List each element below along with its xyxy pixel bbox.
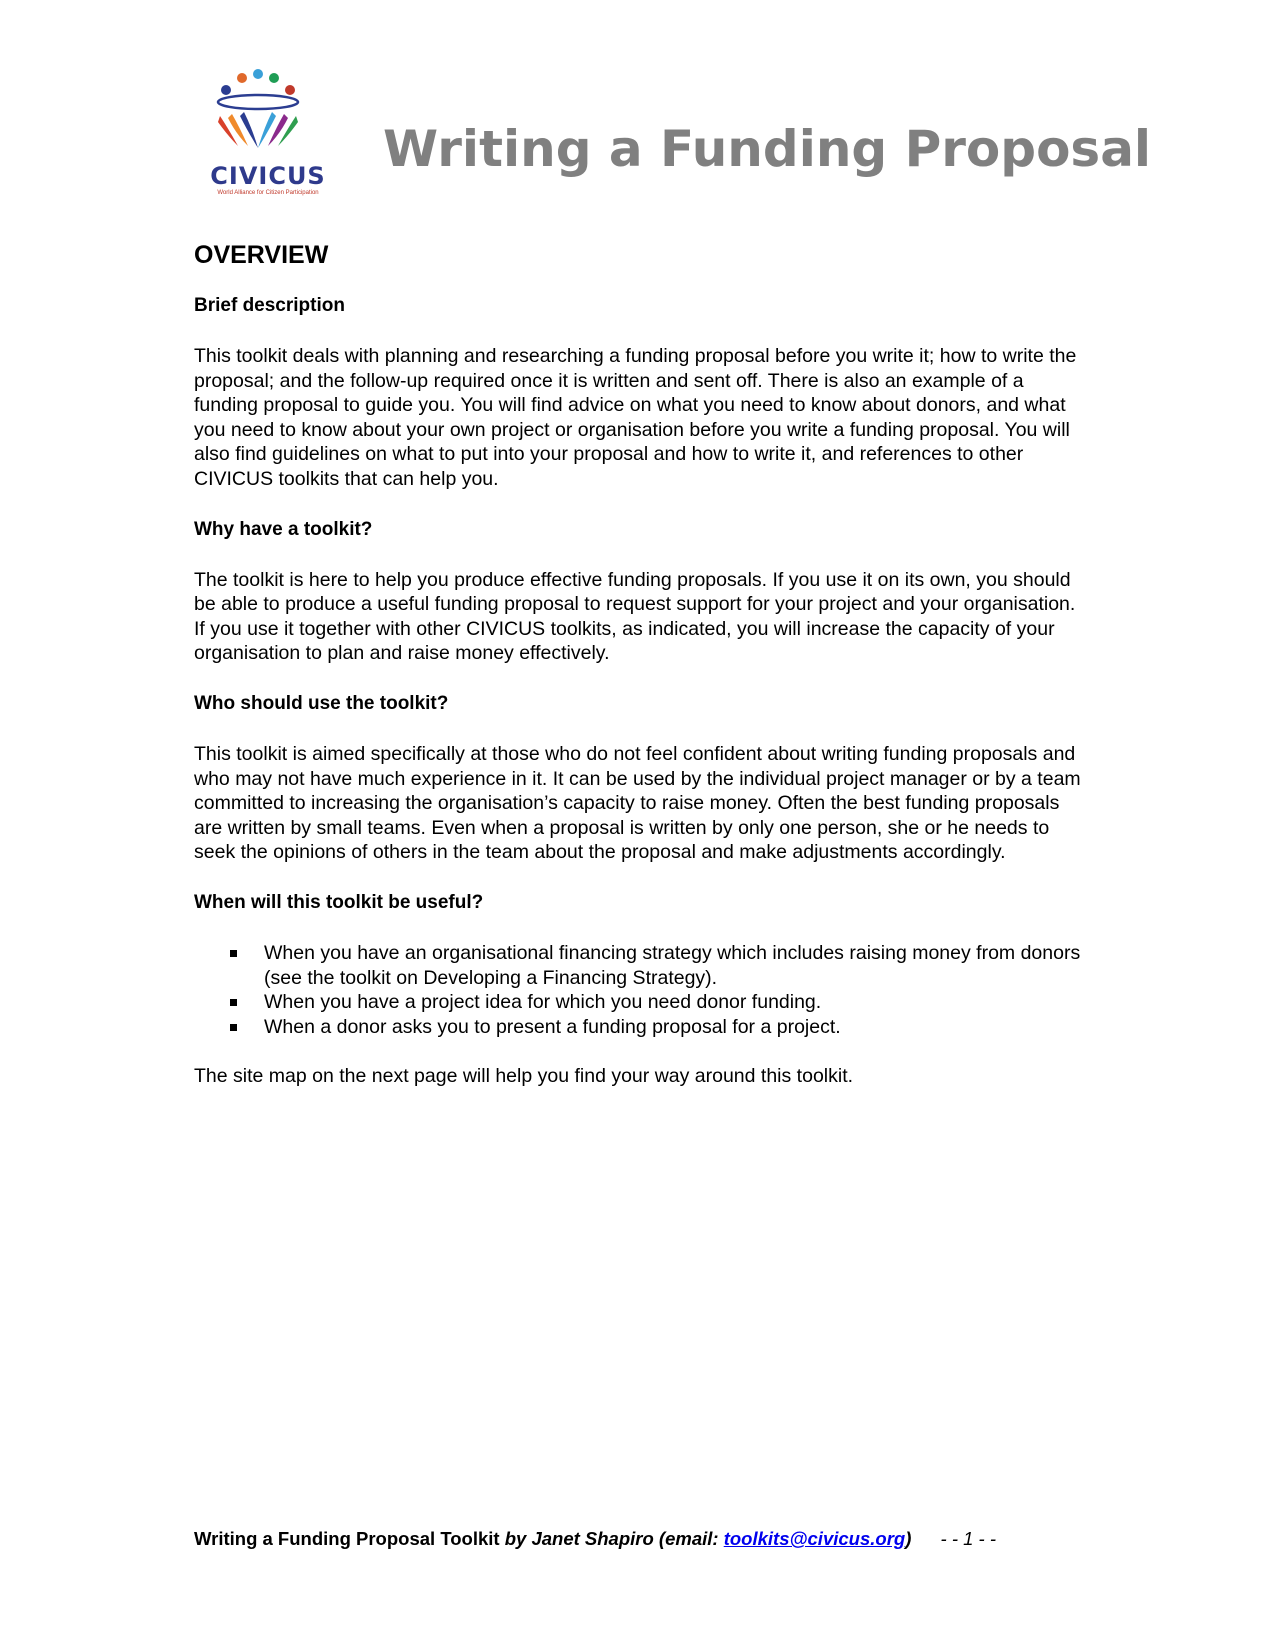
why-toolkit-paragraph: The toolkit is here to help you produce effective funding proposals. If you use it on its own, you should be able to produce a useful funding proposal to request support for your project and your organisation. If you use it together with other CIVICUS toolkits, as indicated, you will increase the capacity of your organisation to plan and raise money effectively. [194,568,1076,665]
who-should-use-heading: Who should use the toolkit? [194,692,449,714]
bullet-icon [230,999,237,1006]
civicus-logo [198,66,338,206]
footer-email-link[interactable]: toolkits@civicus.org [723,1528,906,1549]
logo-tagline: World Alliance for Citizen Participation [217,190,319,196]
when-useful-heading: When will this toolkit be useful? [194,891,484,913]
brief-description-paragraph: This toolkit deals with planning and researching a funding proposal before you write it; how to write the proposal; and the follow-up required once it is written and sent off. There is also an example of a funding proposal to guide you. You will find advice on what you need to know about donors, and what you need to know about your own project or organisation before you write a funding proposal. You will also find guidelines on what to put into your proposal and how to write it, and references to other CIVICUS toolkits that can help you. [194,345,1077,490]
logo-ring [218,95,298,109]
document-body [194,240,1084,1115]
logo-wordmark: CIVICUS [210,162,326,190]
footer-close-paren: ) [905,1528,912,1549]
logo-dot [269,73,279,83]
brief-description-heading: Brief description [194,295,345,316]
document-title: Writing a Funding Proposal [383,120,1152,178]
who-should-use-paragraph: This toolkit is aimed specifically at those who do not feel confident about writing funding proposals and who may not have much experience in it. It can be used by the individual project manager or by a team committed to increasing the organisation’s capacity to raise money. Often the best funding proposals are written by small teams. Even when a proposal is written by only one person, she or he needs to seek the opinions of others in the team about the proposal and make adjustments accordingly. [194,742,1081,864]
when-useful-list [194,941,1084,1039]
why-toolkit-heading: Why have a toolkit? [194,518,373,540]
list-item [264,990,1084,1015]
overview-heading: OVERVIEW [194,241,329,269]
footer-author: by Janet Shapiro (email: [504,1528,724,1549]
logo-dot [253,69,263,79]
logo-wave [240,112,258,148]
logo-wave [258,112,276,148]
page-footer [194,1528,996,1550]
list-item-text: When you have a project idea for which you need donor funding. [264,991,822,1014]
logo-dot [237,73,247,83]
civicus-emblem-icon [198,66,338,166]
list-item [264,941,1084,990]
list-item [264,1015,1084,1040]
list-item-text: When a donor asks you to present a funding proposal for a project. [264,1015,841,1038]
bullet-icon [230,1024,237,1031]
footer-toolkit-title: Writing a Funding Proposal Toolkit [194,1528,500,1549]
bullet-icon [230,950,237,957]
logo-dot [285,85,295,95]
closing-paragraph: The site map on the next page will help you find your way around this toolkit. [194,1065,854,1088]
logo-dot [221,85,231,95]
page-number: - - 1 - - [940,1528,997,1549]
list-item-text: When you have an organisational financing strategy which includes raising money from donors (see the toolkit on Developing a Financing Strategy). [264,941,1081,989]
